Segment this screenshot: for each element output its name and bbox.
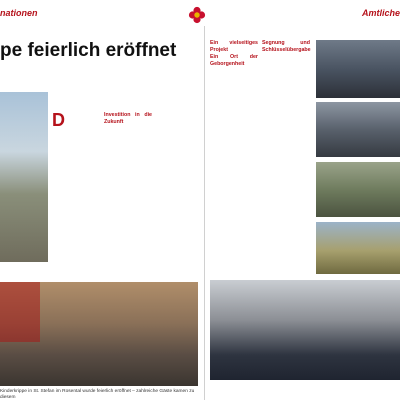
page-header bbox=[0, 0, 400, 26]
children-photo bbox=[316, 162, 400, 217]
article-column-4 bbox=[262, 40, 310, 280]
page-gutter bbox=[204, 26, 205, 400]
flower-logo-icon bbox=[188, 6, 206, 24]
drop-cap: D bbox=[52, 110, 65, 130]
building-exterior-photo bbox=[0, 92, 48, 262]
photo-caption-bottom-left: Kinderkrippe in St. Stefan im Rosental wurde feierlich eröffnet – zahlreiche Gäste kamen zu diesem bbox=[0, 389, 195, 400]
subheading-segnung: Segnung und Schlüsselübergabe bbox=[262, 40, 311, 53]
subheading-investition: Investition in die Zukunft bbox=[104, 112, 152, 125]
article-headline: pe feierlich eröffnet bbox=[0, 40, 177, 61]
section-label-left: nationen bbox=[0, 8, 38, 18]
subheading-projekt: Ein vielseitiges Projekt bbox=[210, 40, 258, 53]
section-label-right: Amtliche bbox=[361, 8, 400, 18]
playground-photo bbox=[316, 222, 400, 274]
staff-group-photo bbox=[210, 280, 400, 380]
article-column-1 bbox=[52, 112, 98, 262]
ceremony-audience-photo bbox=[0, 282, 198, 386]
subheading-geborgenheit: Ein Ort der Geborgenheit bbox=[210, 53, 258, 67]
key-handover-photo bbox=[316, 102, 400, 157]
article-column-3 bbox=[210, 40, 258, 280]
group-photo-top-right bbox=[316, 40, 400, 98]
photo-caption-bottom-right bbox=[210, 384, 400, 398]
